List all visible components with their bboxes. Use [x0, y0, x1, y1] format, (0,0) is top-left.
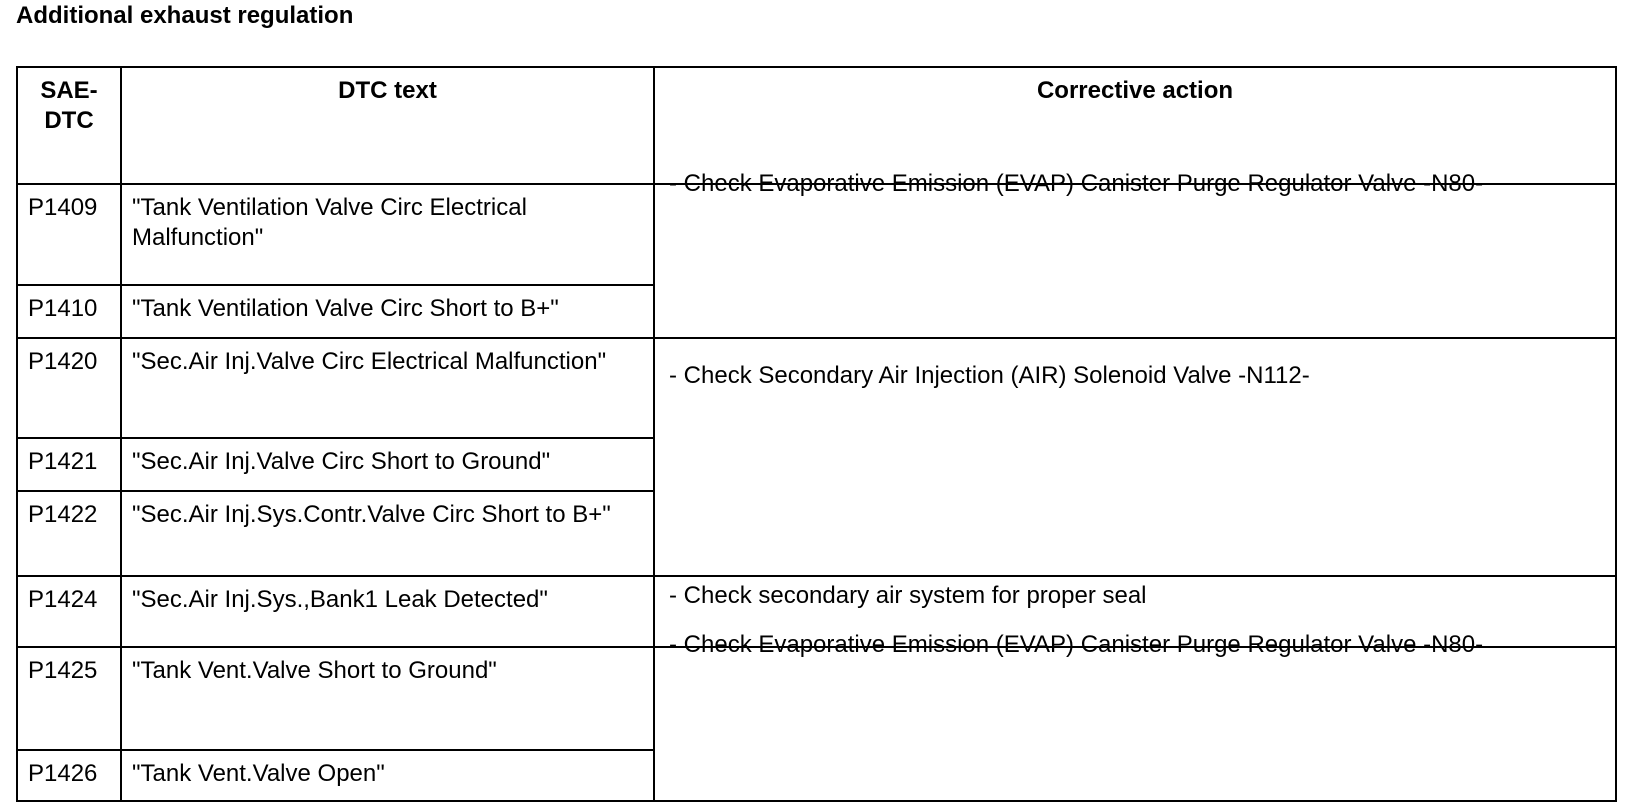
header-corrective-action: Corrective action: [654, 67, 1616, 184]
table-row: [17, 647, 1616, 750]
dtc-text: "Tank Ventilation Valve Circ Electrical Malfunction": [121, 184, 654, 285]
dtc-code: P1421: [17, 438, 121, 490]
dtc-code: P1426: [17, 750, 121, 801]
header-sae-dtc: [17, 67, 121, 184]
dtc-code: P1424: [17, 576, 121, 647]
dtc-text: "Sec.Air Inj.Valve Circ Electrical Malfunction": [121, 338, 654, 439]
dtc-code: P1409: [17, 184, 121, 285]
dtc-text: "Tank Vent.Valve Short to Ground": [121, 647, 654, 750]
corrective-action-text: - Check Secondary Air Injection (AIR) Solenoid Valve -N112-: [669, 361, 1310, 389]
corrective-action: [654, 170, 1616, 337]
dtc-text: "Tank Vent.Valve Open": [121, 750, 654, 801]
dtc-text: "Sec.Air Inj.Valve Circ Short to Ground": [121, 438, 654, 490]
table-row: [17, 338, 1616, 439]
corrective-action-text: - Check secondary air system for proper seal: [669, 581, 1147, 609]
corrective-action: [654, 338, 1616, 576]
header-sae-dtc-line1: SAE-: [40, 77, 98, 104]
dtc-text: "Tank Ventilation Valve Circ Short to B+": [121, 285, 654, 337]
dtc-text: "Sec.Air Inj.Sys.,Bank1 Leak Detected": [121, 576, 654, 647]
page-title: Additional exhaust regulation: [16, 2, 354, 29]
corrective-action-text: - Check Evaporative Emission (EVAP) Canister Purge Regulator Valve -N80-: [669, 630, 1484, 658]
header-sae-dtc-line2: DTC: [44, 107, 94, 134]
dtc-text: "Sec.Air Inj.Sys.Contr.Valve Circ Short to B+": [121, 491, 654, 576]
corrective-action: [654, 630, 1616, 801]
dtc-code: P1420: [17, 338, 121, 439]
dtc-table: [16, 66, 1617, 802]
dtc-code: P1422: [17, 491, 121, 576]
table-header-row: [17, 67, 1616, 184]
corrective-action-text: - Check Evaporative Emission (EVAP) Canister Purge Regulator Valve -N80-: [669, 170, 1484, 198]
table-row: [17, 184, 1616, 285]
dtc-code: P1425: [17, 647, 121, 750]
header-dtc-text: DTC text: [121, 67, 654, 184]
dtc-code: P1410: [17, 285, 121, 337]
